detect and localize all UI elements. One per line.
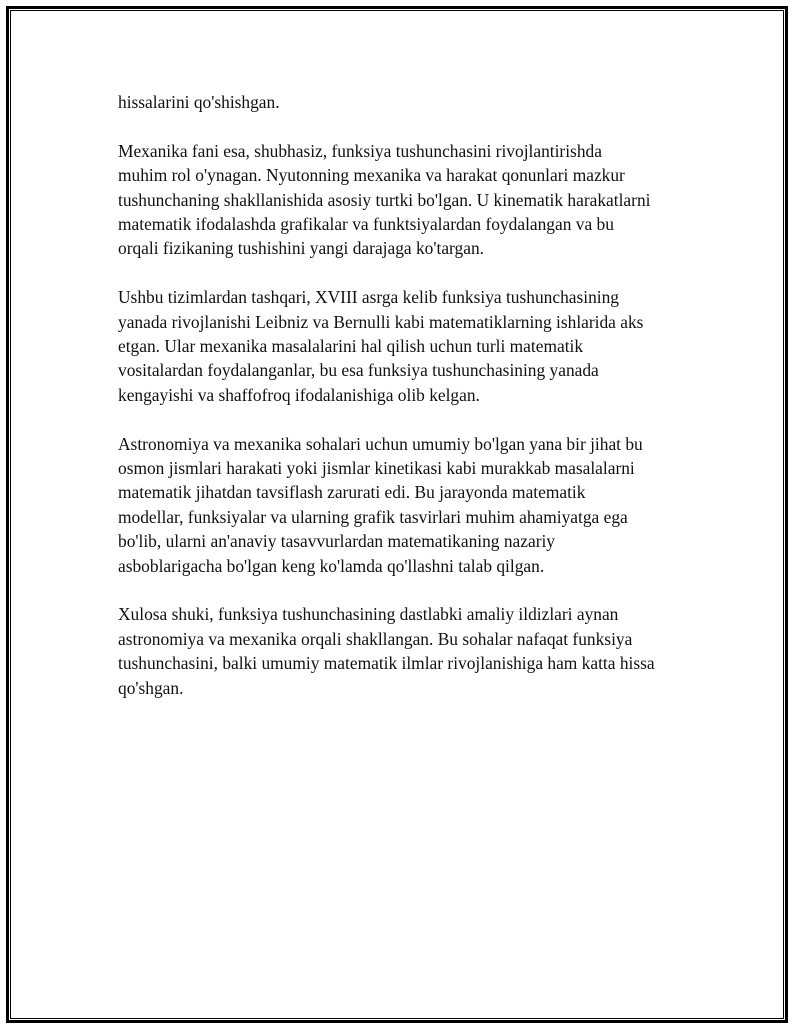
text-line: yanada rivojlanishi Leibniz va Bernulli kabi matematiklarning ishlarida aks [118, 311, 644, 332]
paragraph [118, 432, 698, 578]
text-line: osmon jismlari harakati yoki jismlar kinetikasi kabi murakkab masalalarni [118, 458, 635, 479]
text-line: orqali fizikaning tushishini yangi darajaga ko'targan. [118, 238, 484, 259]
paragraph [118, 139, 698, 261]
text-line: hissalarini qo'shishgan. [118, 92, 280, 112]
text-line: Ushbu tizimlardan tashqari, XVIII asrga kelib funksiya tushunchasining [118, 287, 619, 308]
text-line: Astronomiya va mexanika sohalari uchun umumiy bo'lgan yana bir jihat bu [118, 433, 643, 454]
text-line: matematik jihatdan tavsiflash zarurati edi. Bu jarayonda matematik [118, 482, 586, 503]
text-line: modellar, funksiyalar va ularning grafik tasvirlari muhim ahamiyatga ega [118, 506, 628, 527]
text-line: vositalardan foydalanganlar, bu esa funksiya tushunchasining yanada [118, 360, 599, 381]
paragraph [118, 90, 698, 114]
text-line: bo'lib, ularni an'anaviy tasavvurlardan matematikaning nazariy [118, 531, 556, 552]
text-line: qo'shgan. [118, 677, 184, 698]
text-line: muhim rol o'ynagan. Nyutonning mexanika va harakat qonunlari mazkur [118, 165, 625, 186]
text-line: kengayishi va shaffofroq ifodalanishiga olib kelgan. [118, 384, 480, 405]
text-line: asboblarigacha bo'lgan keng ko'lamda qo'llashni talab qilgan. [118, 555, 545, 576]
text-line: astronomiya va mexanika orqali shakllangan. Bu sohalar nafaqat funksiya [118, 628, 633, 649]
document-body [118, 90, 698, 724]
text-line: Mexanika fani esa, shubhasiz, funksiya tushunchasini rivojlantirishda [118, 140, 602, 161]
text-line: matematik ifodalashda grafikalar va funktsiyalardan foydalangan va bu [118, 214, 614, 235]
text-line: tushunchaning shakllanishida asosiy turtki bo'lgan. U kinematik harakatlarni [118, 189, 651, 210]
text-line: tushunchasini, balki umumiy matematik ilmlar rivojlanishiga ham katta hissa [118, 653, 655, 674]
text-line: etgan. Ular mexanika masalalarini hal qilish uchun turli matematik [118, 336, 584, 357]
text-line: Xulosa shuki, funksiya tushunchasining dastlabki amaliy ildizlari aynan [118, 604, 619, 625]
paragraph [118, 285, 698, 407]
paragraph [118, 602, 698, 700]
